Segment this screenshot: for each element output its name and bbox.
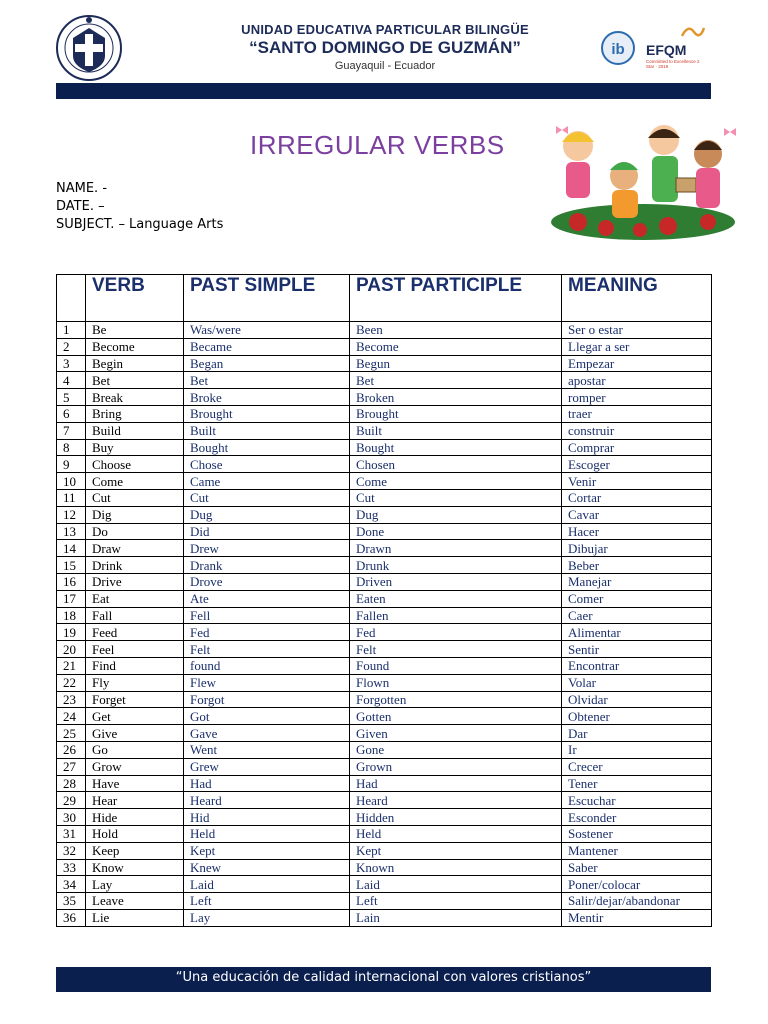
meaning-cell: Dibujar — [562, 540, 712, 557]
table-row — [57, 624, 712, 641]
past-participle-cell: Bought — [350, 439, 562, 456]
verb-cell: Give — [86, 725, 184, 742]
meaning-cell: Sostener — [562, 825, 712, 842]
meaning-cell: Mentir — [562, 909, 712, 926]
past-participle-cell: Fallen — [350, 607, 562, 624]
table-row — [57, 439, 712, 456]
table-row — [57, 691, 712, 708]
past-participle-cell: Eaten — [350, 590, 562, 607]
meaning-cell: romper — [562, 389, 712, 406]
table-row — [57, 758, 712, 775]
meaning-cell: Cortar — [562, 489, 712, 506]
row-number: 28 — [57, 775, 86, 792]
past-participle-cell: Kept — [350, 842, 562, 859]
header-meaning: MEANING — [562, 275, 712, 322]
row-number: 14 — [57, 540, 86, 557]
school-seal-icon — [55, 14, 123, 82]
verb-cell: Drive — [86, 573, 184, 590]
meaning-cell: Caer — [562, 607, 712, 624]
past-participle-cell: Bet — [350, 372, 562, 389]
verb-cell: Break — [86, 389, 184, 406]
past-simple-cell: Became — [184, 338, 350, 355]
footer-motto: “Una educación de calidad internacional con valores cristianos” — [175, 970, 592, 985]
verb-cell: Lay — [86, 876, 184, 893]
past-participle-cell: Lain — [350, 909, 562, 926]
ib-logo-text: ib — [611, 41, 625, 58]
row-number: 5 — [57, 389, 86, 406]
row-number: 13 — [57, 523, 86, 540]
meaning-cell: Venir — [562, 473, 712, 490]
table-row — [57, 792, 712, 809]
verb-cell: Know — [86, 859, 184, 876]
meaning-cell: Dar — [562, 725, 712, 742]
table-row — [57, 657, 712, 674]
meaning-cell: Esconder — [562, 809, 712, 826]
document-title: IRREGULAR VERBS — [250, 130, 505, 160]
past-participle-cell: Had — [350, 775, 562, 792]
past-participle-cell: Fed — [350, 624, 562, 641]
table-row — [57, 338, 712, 355]
verb-cell: Draw — [86, 540, 184, 557]
past-simple-cell: Went — [184, 741, 350, 758]
row-number: 31 — [57, 825, 86, 842]
table-row — [57, 809, 712, 826]
past-participle-cell: Given — [350, 725, 562, 742]
header-past-simple: PAST SIMPLE — [184, 275, 350, 322]
past-simple-cell: Chose — [184, 456, 350, 473]
past-participle-cell: Found — [350, 657, 562, 674]
row-number: 27 — [57, 758, 86, 775]
meaning-cell: Crecer — [562, 758, 712, 775]
past-participle-cell: Drawn — [350, 540, 562, 557]
header-past-participle: PAST PARTICIPLE — [350, 275, 562, 322]
row-number: 35 — [57, 893, 86, 910]
school-line-2: “SANTO DOMINGO DE GUZMÁN” — [249, 38, 521, 57]
verb-cell: Find — [86, 657, 184, 674]
table-row — [57, 842, 712, 859]
table-row — [57, 372, 712, 389]
row-number: 8 — [57, 439, 86, 456]
past-simple-cell: Broke — [184, 389, 350, 406]
row-number: 23 — [57, 691, 86, 708]
meaning-cell: Escoger — [562, 456, 712, 473]
table-row — [57, 322, 712, 339]
past-participle-cell: Built — [350, 422, 562, 439]
verb-cell: Fall — [86, 607, 184, 624]
verb-cell: Bring — [86, 405, 184, 422]
table-row — [57, 674, 712, 691]
school-location: Guayaquil - Ecuador — [334, 60, 436, 72]
past-simple-cell: Drove — [184, 573, 350, 590]
past-simple-cell: Came — [184, 473, 350, 490]
table-row — [57, 422, 712, 439]
table-row — [57, 523, 712, 540]
verb-cell: Have — [86, 775, 184, 792]
subject-value: Language Arts — [128, 217, 224, 232]
past-simple-cell: Fell — [184, 607, 350, 624]
past-simple-cell: Fed — [184, 624, 350, 641]
past-simple-cell: Left — [184, 893, 350, 910]
ib-logo-icon — [600, 30, 636, 66]
meaning-cell: construir — [562, 422, 712, 439]
efqm-mark-icon — [680, 24, 706, 40]
row-number: 18 — [57, 607, 86, 624]
row-number: 7 — [57, 422, 86, 439]
meaning-cell: Salir/dejar/abandonar — [562, 893, 712, 910]
past-simple-cell: Felt — [184, 641, 350, 658]
table-row — [57, 775, 712, 792]
verb-cell: Leave — [86, 893, 184, 910]
table-row — [57, 876, 712, 893]
efqm-text: EFQM — [646, 42, 687, 58]
past-participle-cell: Forgotten — [350, 691, 562, 708]
meaning-cell: traer — [562, 405, 712, 422]
past-participle-cell: Brought — [350, 405, 562, 422]
verb-cell: Grow — [86, 758, 184, 775]
row-number: 21 — [57, 657, 86, 674]
row-number: 11 — [57, 489, 86, 506]
past-participle-cell: Chosen — [350, 456, 562, 473]
meaning-cell: Comprar — [562, 439, 712, 456]
table-row — [57, 893, 712, 910]
verb-cell: Choose — [86, 456, 184, 473]
past-participle-cell: Come — [350, 473, 562, 490]
past-simple-cell: Drank — [184, 557, 350, 574]
past-simple-cell: Ate — [184, 590, 350, 607]
verb-cell: Feel — [86, 641, 184, 658]
verb-cell: Hide — [86, 809, 184, 826]
meaning-cell: Poner/colocar — [562, 876, 712, 893]
past-simple-cell: Cut — [184, 489, 350, 506]
verb-cell: Dig — [86, 506, 184, 523]
row-number: 4 — [57, 372, 86, 389]
past-participle-cell: Broken — [350, 389, 562, 406]
table-row — [57, 540, 712, 557]
table-row — [57, 741, 712, 758]
past-participle-cell: Driven — [350, 573, 562, 590]
past-participle-cell: Dug — [350, 506, 562, 523]
student-info — [56, 180, 223, 234]
table-row — [57, 506, 712, 523]
row-number: 17 — [57, 590, 86, 607]
meaning-cell: Comer — [562, 590, 712, 607]
row-number: 36 — [57, 909, 86, 926]
meaning-cell: Empezar — [562, 355, 712, 372]
table-row — [57, 456, 712, 473]
meaning-cell: Volar — [562, 674, 712, 691]
row-number: 29 — [57, 792, 86, 809]
row-number: 30 — [57, 809, 86, 826]
irregular-verbs-table — [56, 274, 712, 927]
row-number: 9 — [57, 456, 86, 473]
verb-cell: Go — [86, 741, 184, 758]
table-row — [57, 859, 712, 876]
table-body — [57, 322, 712, 927]
row-number: 32 — [57, 842, 86, 859]
table-row — [57, 708, 712, 725]
past-simple-cell: Flew — [184, 674, 350, 691]
name-label: NAME. - — [56, 181, 108, 196]
table-row — [57, 725, 712, 742]
meaning-cell: Tener — [562, 775, 712, 792]
table-row — [57, 405, 712, 422]
verb-cell: Bet — [86, 372, 184, 389]
past-participle-cell: Felt — [350, 641, 562, 658]
past-simple-cell: Grew — [184, 758, 350, 775]
subject-label: SUBJECT. – — [56, 217, 125, 232]
past-participle-cell: Been — [350, 322, 562, 339]
table-row — [57, 489, 712, 506]
past-participle-cell: Drunk — [350, 557, 562, 574]
past-simple-cell: Had — [184, 775, 350, 792]
past-participle-cell: Begun — [350, 355, 562, 372]
footer-bar — [56, 967, 711, 992]
verb-cell: Become — [86, 338, 184, 355]
kids-gardening-illustration — [548, 118, 738, 242]
past-simple-cell: Drew — [184, 540, 350, 557]
past-simple-cell: Was/were — [184, 322, 350, 339]
verb-cell: Build — [86, 422, 184, 439]
efqm-logo — [646, 24, 706, 70]
meaning-cell: Llegar a ser — [562, 338, 712, 355]
table-row — [57, 825, 712, 842]
past-simple-cell: Dug — [184, 506, 350, 523]
past-simple-cell: Bet — [184, 372, 350, 389]
past-participle-cell: Gotten — [350, 708, 562, 725]
row-number: 6 — [57, 405, 86, 422]
past-participle-cell: Become — [350, 338, 562, 355]
past-simple-cell: Held — [184, 825, 350, 842]
meaning-cell: Olvidar — [562, 691, 712, 708]
past-participle-cell: Flown — [350, 674, 562, 691]
past-simple-cell: Laid — [184, 876, 350, 893]
past-simple-cell: Forgot — [184, 691, 350, 708]
table-row — [57, 909, 712, 926]
past-simple-cell: Built — [184, 422, 350, 439]
verb-cell: Cut — [86, 489, 184, 506]
table-row — [57, 573, 712, 590]
past-simple-cell: Brought — [184, 405, 350, 422]
meaning-cell: Escuchar — [562, 792, 712, 809]
row-number: 26 — [57, 741, 86, 758]
table-row — [57, 590, 712, 607]
date-label: DATE. – — [56, 199, 105, 214]
row-number: 22 — [57, 674, 86, 691]
meaning-cell: Obtener — [562, 708, 712, 725]
subject-line — [56, 216, 223, 234]
meaning-cell: Ser o estar — [562, 322, 712, 339]
verb-cell: Lie — [86, 909, 184, 926]
table-row — [57, 389, 712, 406]
meaning-cell: Hacer — [562, 523, 712, 540]
row-number: 20 — [57, 641, 86, 658]
meaning-cell: Beber — [562, 557, 712, 574]
past-simple-cell: Kept — [184, 842, 350, 859]
page-header — [0, 0, 768, 100]
efqm-subtext: Committed to Excellence 2 Star · 2019 — [646, 59, 700, 69]
past-simple-cell: Got — [184, 708, 350, 725]
past-simple-cell: Hid — [184, 809, 350, 826]
meaning-cell: Manejar — [562, 573, 712, 590]
row-number: 15 — [57, 557, 86, 574]
school-name-block — [200, 22, 570, 72]
meaning-cell: Sentir — [562, 641, 712, 658]
row-number: 33 — [57, 859, 86, 876]
past-simple-cell: Did — [184, 523, 350, 540]
meaning-cell: Cavar — [562, 506, 712, 523]
past-simple-cell: Lay — [184, 909, 350, 926]
row-number: 16 — [57, 573, 86, 590]
verb-cell: Fly — [86, 674, 184, 691]
past-participle-cell: Done — [350, 523, 562, 540]
row-number: 25 — [57, 725, 86, 742]
header-bar — [56, 83, 711, 99]
meaning-cell: Mantener — [562, 842, 712, 859]
row-number: 10 — [57, 473, 86, 490]
verb-cell: Come — [86, 473, 184, 490]
past-simple-cell: Gave — [184, 725, 350, 742]
past-participle-cell: Hidden — [350, 809, 562, 826]
table-row — [57, 557, 712, 574]
past-participle-cell: Gone — [350, 741, 562, 758]
past-participle-cell: Cut — [350, 489, 562, 506]
row-number: 12 — [57, 506, 86, 523]
meaning-cell: Encontrar — [562, 657, 712, 674]
row-number: 34 — [57, 876, 86, 893]
header-number — [57, 275, 86, 322]
row-number: 24 — [57, 708, 86, 725]
verb-cell: Forget — [86, 691, 184, 708]
verb-cell: Buy — [86, 439, 184, 456]
meaning-cell: apostar — [562, 372, 712, 389]
verb-cell: Hear — [86, 792, 184, 809]
meaning-cell: Ir — [562, 741, 712, 758]
past-simple-cell: found — [184, 657, 350, 674]
past-simple-cell: Began — [184, 355, 350, 372]
past-participle-cell: Laid — [350, 876, 562, 893]
header-verb: VERB — [86, 275, 184, 322]
verb-cell: Eat — [86, 590, 184, 607]
past-participle-cell: Known — [350, 859, 562, 876]
verb-cell: Keep — [86, 842, 184, 859]
table-row — [57, 641, 712, 658]
past-simple-cell: Knew — [184, 859, 350, 876]
verb-cell: Drink — [86, 557, 184, 574]
table-header-row — [57, 275, 712, 322]
verb-cell: Be — [86, 322, 184, 339]
table-row — [57, 473, 712, 490]
verb-cell: Get — [86, 708, 184, 725]
meaning-cell: Saber — [562, 859, 712, 876]
past-participle-cell: Left — [350, 893, 562, 910]
name-line — [56, 180, 223, 198]
row-number: 19 — [57, 624, 86, 641]
past-simple-cell: Heard — [184, 792, 350, 809]
past-participle-cell: Heard — [350, 792, 562, 809]
table-row — [57, 355, 712, 372]
verb-cell: Hold — [86, 825, 184, 842]
verb-cell: Do — [86, 523, 184, 540]
school-line-1: UNIDAD EDUCATIVA PARTICULAR BILINGÜE — [241, 22, 529, 37]
row-number: 2 — [57, 338, 86, 355]
verb-cell: Feed — [86, 624, 184, 641]
table-row — [57, 607, 712, 624]
verb-cell: Begin — [86, 355, 184, 372]
meaning-cell: Alimentar — [562, 624, 712, 641]
date-line — [56, 198, 223, 216]
past-participle-cell: Held — [350, 825, 562, 842]
past-participle-cell: Grown — [350, 758, 562, 775]
row-number: 1 — [57, 322, 86, 339]
past-simple-cell: Bought — [184, 439, 350, 456]
row-number: 3 — [57, 355, 86, 372]
